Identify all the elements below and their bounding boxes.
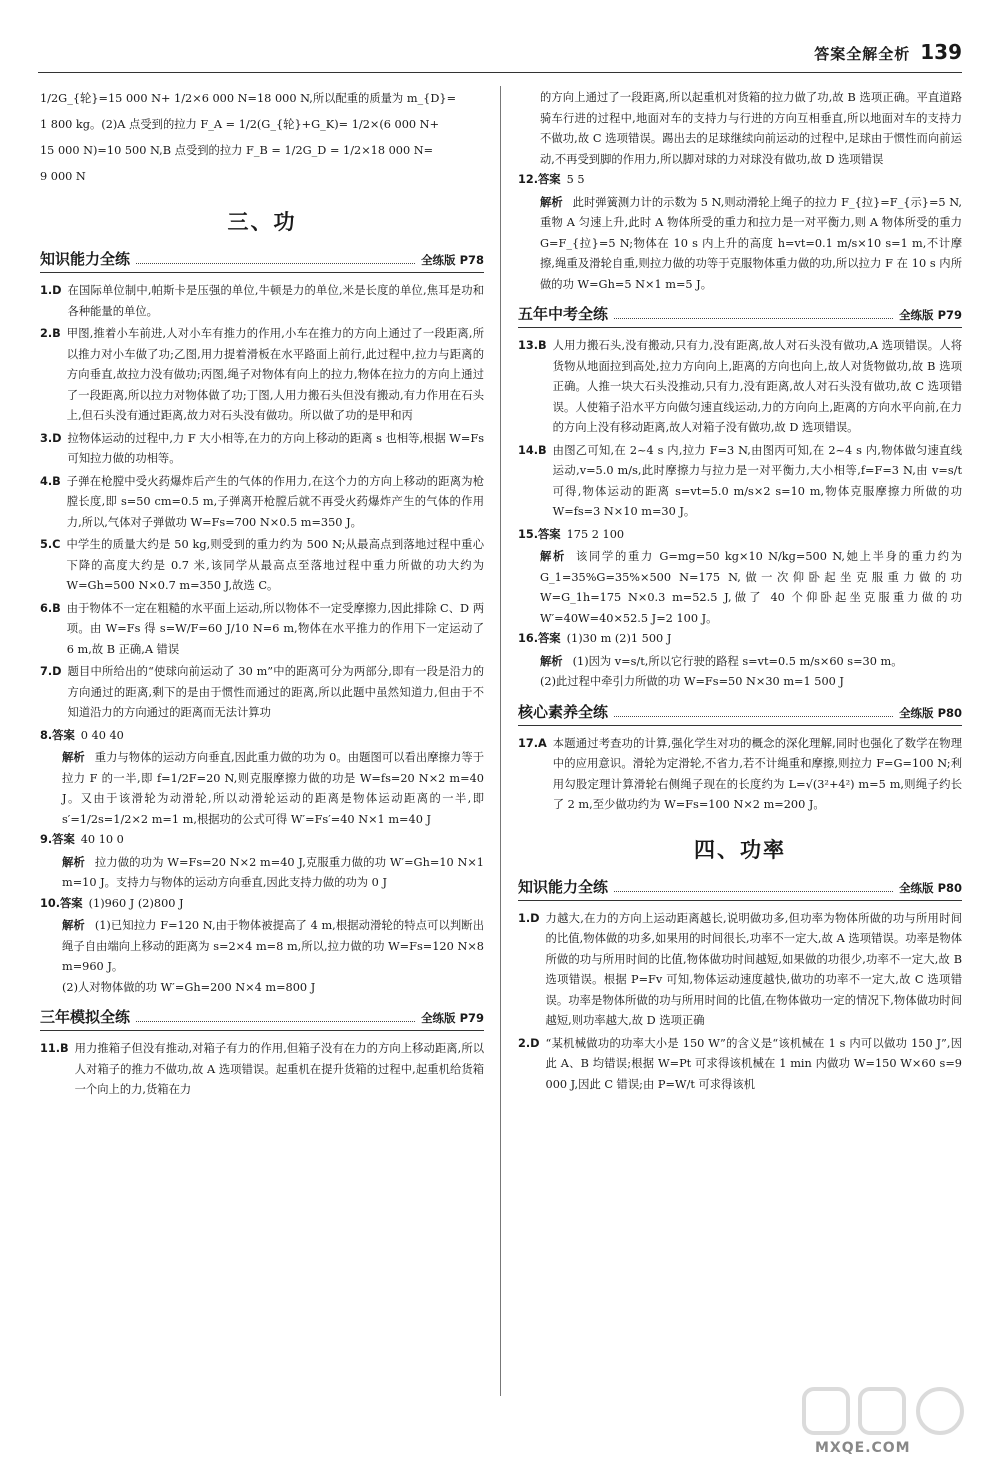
analysis: 解析 重力与物体的运动方向垂直,因此重力做的功为 0。由题图可以看出摩擦力等于拉力 F 的一半,即 f=1/2F=20 N,则克服摩擦力做的功是 W=fs=20 N×2 m=40 J。又由于该滑轮为动滑轮,所以动滑轮运动的距离是物体运动距离的一半,即 s′=1/2s=1/2×2 m=1 m,根据功的公式可得 W′=Fs′=40 N×1 m=40 J [62, 751, 484, 826]
answer-item: 1.D 在国际单位制中,帕斯卡是压强的单位,牛顿是力的单位,米是长度的单位,焦耳是功和各种能量的单位。 [40, 284, 484, 318]
page-number: 139 [920, 40, 962, 64]
section-ref: 全练版 P78 [421, 253, 484, 267]
analysis: 解析 该同学的重力 G=mg=50 kg×10 N/kg=500 N,她上半身的重力约为 G_1=35%G=35%×500 N=175 N,做一次仰卧起坐克服重力做的功 W=G_1h=175 N×0.3 m=52.5 J,做了 40 个仰卧起坐克服重力做的功 W′=40W=40×52.5 J=2 100 J。 [540, 550, 962, 625]
answer-item: 3.D 拉物体运动的过程中,力 F 大小相等,在力的方向上移动的距离 s 也相等,根据 W=Fs 可知拉力做的功相等。 [40, 431, 484, 465]
analysis: 解析 (1)因为 v=s/t,所以它行驶的路程 s=vt=0.5 m/s×60 s=30 m。 [540, 654, 903, 668]
intro-line: 1 800 kg。(2)A 点受到的拉力 F_A = 1/2(G_{轮}+G_K)= 1/2×(6 000 N+ [40, 118, 440, 131]
answer-item: 2.B 甲图,推着小车前进,人对小车有推力的作用,小车在推力的方向上通过了一段距离,所以推力对小车做了功;乙图,用力提着滑板在水平路面上前行,此过程中,拉力与距离的方向垂直,故拉力没有做功;丙图,绳子对物体有向上的拉力,物体在拉力的方向上通过了一段距离,所以拉力对物体做了功;丁图,人用力搬石头但没有搬动,有力作用在石头上,但石头没有通过距离,故力对石头没有做功。所以做了功的是甲和丙 [40, 327, 484, 422]
section-name: 三年模拟全练 [40, 1008, 131, 1026]
analysis-continued: (2)此过程中牵引力所做的功 W=Fs=50 N×30 m=1 500 J [540, 675, 844, 688]
page-header [814, 40, 962, 64]
answer-item: 13.B 人用力搬石头,没有搬动,只有力,没有距离,故人对石头没有做功,A 选项错误。人将货物从地面拉到高处,拉力方向向上,距离的方向也向上,故人对货物做功,故 B 选项正确。人推一块大石头没推动,只有力,没有距离,故人对石头没有做功,故 C 选项错误。人使箱子沿水平方向做匀速直线运动,力的方向向上,距离的方向水平向前,在力的方向上没有移动距离,故人对箱子没有做功,故 D 选项错误。 [518, 339, 962, 434]
intro-line: 1/2G_{轮}=15 000 N+ 1/2×6 000 N=18 000 N,所以配重的质量为 m_{D}= [40, 92, 457, 105]
leader-dots [614, 716, 893, 717]
section-ref: 全练版 P79 [421, 1011, 484, 1025]
answer-item: 10.答案 (1)960 J (2)800 J [40, 896, 184, 910]
answer-item: 4.B 子弹在枪膛中受火药爆炸后产生的气体的作用力,在这个力的方向上移动的距离为枪膛长度,即 s=50 cm=0.5 m,子弹离开枪膛后就不再受火药爆炸产生的气体的作用力,所以,气体对子弹做功 W=Fs=700 N×0.5 m=350 J。 [40, 474, 484, 529]
section-name: 知识能力全练 [40, 250, 131, 268]
section-ref: 全练版 P79 [899, 308, 962, 322]
leader-dots [614, 891, 893, 892]
watermark-text: MXQE.COM [815, 1440, 911, 1456]
column-divider [500, 86, 501, 1396]
answer-item: 7.D 题目中所给出的“使球向前运动了 30 m”中的距离可分为两部分,即有一段是沿力的方向通过的距离,剩下的是由于惯性而通过的距离,所以此题中虽然知道力,但由于不知道沿力的方向通过的距离而无法计算功 [40, 665, 484, 719]
section-header [40, 248, 484, 273]
leader-dots [136, 263, 415, 264]
answer-item: 16.答案 (1)30 m (2)1 500 J [518, 632, 672, 645]
section-header [518, 303, 962, 328]
leader-dots [614, 318, 893, 319]
intro-line: 9 000 N [40, 170, 86, 183]
header-title: 答案全解全析 [814, 45, 911, 63]
left-column [40, 88, 484, 1103]
answer-item: 5.C 中学生的质量大约是 50 kg,则受到的重力约为 500 N;从最高点到落地过程中重心下降的高度大约是 0.7 米,该同学从最高点至落地过程中重力所做的功大约为 W=Gh=500 N×0.7 m=350 J,故选 C。 [40, 538, 484, 592]
answer-item: 1.D 力越大,在力的方向上运动距离越长,说明做功多,但功率为物体所做的功与所用时间的比值,物体做的功多,如果用的时间很长,功率不一定大,故 A 选项错误。功率是物体所做的功与所用时间的比值,物体做功时间越短,如果做的功很少,功率不一定大,故 B 选项错误。根据 P=Fv 可知,物体运动速度越快,做功的功率不一定大,故 C 选项错误。功率是物体所做的功与所用时间的比值,在物体做功一定的情况下,物体做功时间越短,则功率越大,故 D 选项正确 [518, 911, 962, 1027]
section-header [518, 876, 962, 901]
header-rule [38, 72, 962, 73]
answer-item: 11.B 用力推箱子但没有推动,对箱子有力的作用,但箱子没有在力的方向上移动距离,所以人对箱子的推力不做功,故 A 选项错误。起重机在提升货箱的过程中,起重机给货箱一个向上的力,货箱在力 [40, 1042, 484, 1096]
right-column [518, 88, 962, 1097]
section-ref: 全练版 P80 [899, 880, 962, 895]
chapter-title: 四、功率 [694, 837, 786, 862]
answer-item: 14.B 由图乙可知,在 2~4 s 内,拉力 F=3 N,由图丙可知,在 2~4 s 内,物体做匀速直线运动,v=5.0 m/s,此时摩擦力与拉力是一对平衡力,大小相等,f=F=3 N,由 v=s/t 可得,物体运动的距离 s=vt=5.0 m/s×2 s=10 m,物体克服摩擦力所做的功 W=fs=3 N×10 m=30 J。 [518, 443, 962, 518]
chapter-title: 三、功 [227, 210, 297, 234]
section-header [518, 701, 962, 726]
intro-line: 15 000 N)=10 500 N,B 点受到的拉力 F_B = 1/2G_D = 1/2×18 000 N= [40, 144, 434, 157]
answer-item: 6.B 由于物体不一定在粗糙的水平面上运动,所以物体不一定受摩擦力,因此排除 C、D 两项。由 W=Fs 得 s=W/F=60 J/10 N=6 m,物体在水平推力的作用下一定运动了 6 m,故 B 正确,A 错误 [40, 601, 484, 656]
analysis: 解析 此时弹簧测力计的示数为 5 N,则动滑轮上绳子的拉力 F_{拉}=F_{示}=5 N,重物 A 匀速上升,此时 A 物体所受的重力和拉力是一对平衡力,则 A 物体所受的重力 G=F_{拉}=5 N;物体在 10 s 内上升的高度 h=vt=0.1 m/s×10 s=1 m,不计摩擦,绳重及滑轮自重,则拉力做的功等于克服物体重力做的功,所以拉力 F 在 10 s 内所做的功 W=Gh=5 N×1 m=5 J。 [540, 195, 962, 291]
analysis: 解析 拉力做的功为 W=Fs=20 N×2 m=40 J,克服重力做的功 W′=Gh=10 N×1 m=10 J。支持力与物体的运动方向垂直,因此支持力做的功为 0 J [62, 855, 484, 889]
leader-dots [136, 1021, 415, 1022]
section-ref: 全练版 P80 [899, 705, 962, 720]
section-name: 核心素养全练 [518, 702, 609, 721]
continued-text: 的方向上通过了一段距离,所以起重机对货箱的拉力做了功,故 B 选项正确。平直道路骑车行进的过程中,地面对车的支持力与行进的方向互相垂直,所以地面对车的支持力不做功,故 C 选项错误。踢出去的足球继续向前运动的过程中,足球由于惯性而向前运动,不再受到脚的作用力,所以脚对球的力对球没有做功,故 D 选项错误 [540, 91, 962, 166]
section-name: 知识能力全练 [518, 877, 609, 896]
answer-item: 9.答案 40 10 0 [40, 833, 124, 846]
answer-item: 8.答案 0 40 40 [40, 728, 124, 742]
answer-item: 2.D “某机械做功的功率大小是 150 W”的含义是“该机械在 1 s 内可以做功 150 J”,因此 A、B 均错误;根据 W=Pt 可求得该机械在 1 min 内做功 W=150 W×60 s=9 000 J,因此 C 错误;由 P=W/t 可求得该机 [518, 1036, 962, 1091]
answer-item: 15.答案 175 2 100 [518, 527, 625, 541]
answer-item: 17.A 本题通过考查功的计算,强化学生对功的概念的深化理解,同时也强化了数学在物理中的应用意识。滑轮为定滑轮,不省力,若不计绳重和摩擦,则拉力 F=G=100 N;利用勾股定理计算滑轮右侧绳子现在的长度约为 L=√(3²+4²) m=5 m,则绳子约长了 2 m,至少做功约为 W=Fs=100 N×2 m=200 J。 [518, 736, 962, 811]
section-name: 五年中考全练 [518, 305, 609, 323]
analysis-continued: (2)人对物体做的功 W′=Gh=200 N×4 m=800 J [62, 980, 316, 994]
section-header [40, 1006, 484, 1031]
analysis: 解析 (1)已知拉力 F=120 N,由于物体被提高了 4 m,根据动滑轮的特点可以判断出绳子自由端向上移动的距离为 s=2×4 m=8 m,所以,拉力做的功 W=Fs=120 N×8 m=960 J。 [62, 919, 484, 973]
answer-item: 12.答案 5 5 [518, 173, 585, 186]
